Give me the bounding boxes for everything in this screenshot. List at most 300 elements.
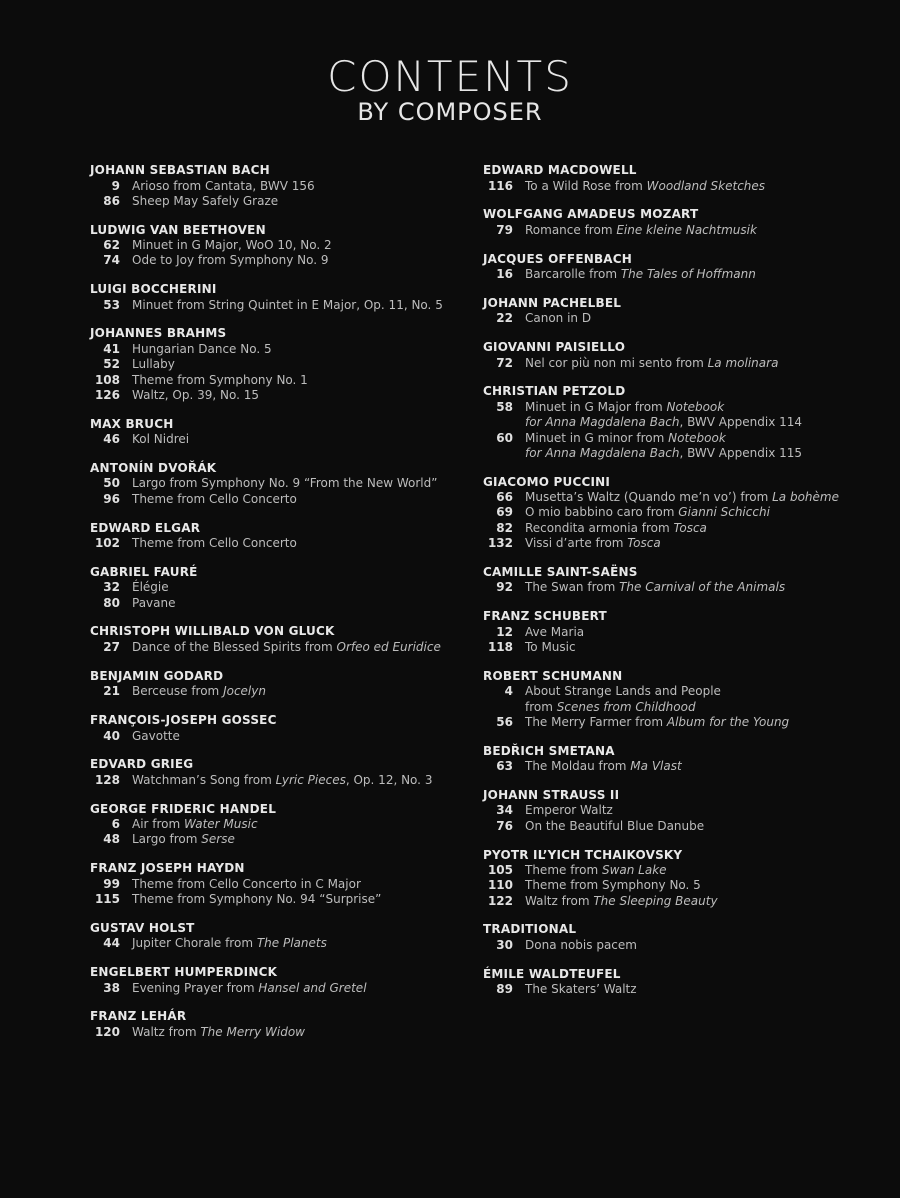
composer-name: JOHANNES BRAHMS	[90, 326, 227, 341]
piece-row[interactable]	[90, 476, 470, 491]
piece-row[interactable]	[90, 640, 470, 655]
page-number: 21	[103, 684, 120, 699]
piece-title	[120, 817, 258, 832]
work-title: Jocelyn	[223, 684, 266, 699]
work-title: The Planets	[256, 936, 327, 951]
piece-title-text: Nel cor più non mi sento from	[525, 355, 708, 370]
page-number: 60	[496, 430, 513, 445]
piece-title-text: Ave Maria	[525, 624, 585, 639]
composer-name: EDWARD ELGAR	[90, 520, 201, 535]
composer-name: GABRIEL FAURÉ	[90, 564, 198, 579]
composer-entry	[483, 669, 883, 730]
piece-title	[120, 877, 361, 892]
piece-row[interactable]	[483, 819, 883, 834]
piece-title-text: Minuet in G Major, WoO 10, No. 2	[132, 238, 332, 253]
piece-title	[120, 298, 443, 313]
piece-title	[513, 179, 765, 194]
piece-title-text: Sheep May Safely Graze	[132, 193, 279, 208]
piece-row[interactable]	[483, 311, 883, 326]
piece-title-text: Waltz from	[525, 893, 594, 908]
piece-title-text: Theme from Symphony No. 1	[132, 372, 308, 387]
piece-title	[513, 446, 802, 461]
piece-title	[513, 640, 576, 655]
page-number: 48	[103, 832, 120, 847]
work-title: Swan Lake	[601, 863, 667, 878]
piece-title-text: Ode to Joy from Symphony No. 9	[132, 253, 329, 268]
page-number: 34	[496, 803, 513, 818]
piece-row[interactable]	[90, 936, 470, 951]
page-title: CONTENTS	[327, 52, 573, 101]
composer-entry	[90, 713, 470, 744]
piece-title	[513, 490, 839, 505]
composer-name: JOHANN STRAUSS II	[483, 787, 620, 802]
composer-entry	[90, 461, 470, 507]
piece-title	[513, 536, 661, 551]
work-title: La bohème	[772, 490, 839, 505]
piece-title-text: Élégie	[132, 580, 169, 595]
piece-row[interactable]	[90, 596, 470, 611]
composer-entry	[483, 296, 883, 327]
piece-title	[120, 342, 272, 357]
page-number: 118	[487, 639, 513, 654]
piece-title-text: Evening Prayer from	[132, 980, 259, 995]
piece-title	[120, 580, 169, 595]
piece-title	[120, 432, 189, 447]
piece-title	[513, 431, 726, 446]
composer-entry	[90, 223, 470, 269]
piece-title-text: About Strange Lands and People	[525, 684, 721, 699]
piece-title-text: Musetta’s Waltz (Quando me’n vo’) from	[525, 490, 773, 505]
page-number: 30	[496, 937, 513, 952]
piece-title-text: O mio babbino caro from	[525, 505, 679, 520]
piece-title	[513, 878, 701, 893]
composer-entry	[483, 967, 883, 998]
composer-name: MAX BRUCH	[90, 416, 174, 431]
piece-row[interactable]	[483, 803, 883, 818]
composer-name: JOHANN SEBASTIAN BACH	[90, 163, 270, 177]
page-number: 40	[103, 728, 120, 743]
page-number: 58	[496, 399, 513, 414]
composer-entry	[483, 340, 883, 371]
piece-title	[513, 223, 757, 238]
piece-row[interactable]	[90, 877, 470, 892]
piece-row[interactable]	[483, 400, 883, 415]
piece-row[interactable]	[483, 223, 883, 238]
page-number: 46	[103, 432, 120, 447]
composer-name: GIOVANNI PAISIELLO	[483, 340, 626, 355]
piece-row[interactable]	[90, 357, 470, 372]
piece-row[interactable]	[90, 194, 470, 209]
piece-title	[120, 194, 278, 209]
piece-row[interactable]	[483, 521, 883, 536]
piece-row[interactable]	[90, 388, 470, 403]
composer-name: BEDŘICH SMETANA	[483, 743, 615, 758]
page-number: 16	[496, 267, 513, 282]
page-number: 32	[103, 580, 120, 595]
page-number: 12	[496, 624, 513, 639]
work-title: Notebook	[668, 430, 726, 445]
work-title: Notebook	[666, 399, 725, 414]
piece-row[interactable]	[483, 640, 883, 655]
piece-row[interactable]	[483, 356, 883, 371]
piece-title	[120, 536, 297, 551]
piece-row[interactable]	[483, 715, 883, 730]
page-number: 22	[496, 311, 513, 326]
page-number: 44	[103, 936, 120, 951]
piece-row[interactable]	[483, 863, 883, 878]
piece-title-text: Minuet in G minor from	[525, 430, 669, 445]
composer-name: LUIGI BOCCHERINI	[90, 282, 217, 297]
composer-entry	[483, 848, 883, 909]
piece-title	[513, 759, 682, 774]
composer-entry	[483, 744, 883, 775]
piece-row[interactable]	[90, 817, 470, 832]
piece-row[interactable]	[90, 298, 470, 313]
work-title: Water Music	[184, 817, 258, 832]
composer-entry	[483, 565, 883, 596]
page-number: 86	[103, 193, 120, 208]
piece-title-text: Minuet from String Quintet in E Major, Op. 11, No. 5	[132, 297, 443, 312]
page-number: 128	[94, 772, 120, 787]
piece-row[interactable]	[90, 238, 470, 253]
composer-entry	[90, 1009, 470, 1040]
page-number: 120	[94, 1024, 120, 1039]
composer-entry	[90, 624, 470, 655]
piece-row[interactable]	[483, 759, 883, 774]
piece-title	[120, 936, 327, 951]
piece-title	[120, 373, 308, 388]
composer-entry	[90, 326, 470, 403]
page-number	[483, 700, 513, 715]
composer-entry	[483, 922, 883, 953]
piece-row[interactable]	[483, 505, 883, 520]
composer-entry	[483, 207, 883, 238]
page-number: 126	[94, 387, 120, 402]
piece-title-text: Kol Nidrei	[132, 432, 190, 447]
composer-entry	[483, 475, 883, 552]
page-number: 69	[496, 505, 513, 520]
piece-title	[513, 684, 721, 699]
piece-row[interactable]	[483, 894, 883, 909]
piece-title-text: Berceuse from	[132, 684, 224, 699]
piece-title-text: To a Wild Rose from	[525, 178, 647, 193]
composer-name: FRANZ LEHÁR	[90, 1009, 187, 1024]
piece-title-text: To Music	[525, 639, 576, 654]
composer-name: BENJAMIN GODARD	[90, 668, 224, 683]
work-title: The Tales of Hoffmann	[620, 267, 756, 282]
composer-entry	[90, 921, 470, 952]
composer-name: CHRISTIAN PETZOLD	[483, 384, 626, 399]
work-title: La molinara	[707, 355, 779, 370]
work-title: Serse	[201, 832, 235, 847]
composer-name: FRANZ JOSEPH HAYDN	[90, 861, 245, 876]
piece-title-text: Jupiter Chorale from	[132, 936, 257, 951]
piece-title-text: Theme from Symphony No. 94 “Surprise”	[132, 892, 382, 907]
piece-title	[120, 832, 235, 847]
composer-entry	[90, 282, 470, 313]
piece-row[interactable]	[483, 982, 883, 997]
piece-title-text: from	[525, 699, 557, 714]
work-title: Ma Vlast	[630, 759, 682, 774]
composer-name: PYOTR IL’YICH TCHAIKOVSKY	[483, 847, 683, 862]
piece-row[interactable]	[90, 729, 470, 744]
piece-title	[120, 238, 332, 253]
composer-entry	[90, 861, 470, 907]
page-number: 56	[496, 714, 513, 729]
piece-row[interactable]	[90, 1025, 470, 1040]
page-number: 74	[103, 253, 120, 268]
composer-name: ANTONÍN DVOŘÁK	[90, 460, 217, 475]
piece-row[interactable]	[90, 981, 470, 996]
work-title: Gianni Schicchi	[678, 505, 770, 520]
piece-title-suffix: , BWV Appendix 114	[679, 415, 803, 430]
piece-title	[120, 1025, 305, 1040]
contents-column-left	[90, 163, 470, 1054]
page-number: 41	[103, 341, 120, 356]
composer-name: ROBERT SCHUMANN	[483, 668, 623, 683]
page-number: 72	[496, 355, 513, 370]
piece-row[interactable]	[483, 625, 883, 640]
piece-title	[513, 356, 778, 371]
piece-title-text: Waltz from	[132, 1024, 201, 1039]
piece-row[interactable]	[483, 536, 883, 551]
page-number: 27	[103, 639, 120, 654]
piece-row[interactable]	[483, 415, 883, 430]
page-number: 115	[94, 892, 120, 907]
piece-title	[513, 982, 637, 997]
composer-entry	[90, 163, 470, 209]
composer-name: JOHANN PACHELBEL	[483, 295, 622, 310]
piece-title	[120, 179, 315, 194]
page-number	[483, 415, 513, 430]
piece-title-text: Theme from Cello Concerto	[132, 491, 297, 506]
piece-row[interactable]	[90, 179, 470, 194]
piece-title-text: Emperor Waltz	[525, 803, 613, 818]
composer-entry	[483, 609, 883, 655]
piece-title	[120, 773, 432, 788]
page-number: 92	[496, 580, 513, 595]
piece-row[interactable]	[90, 373, 470, 388]
piece-title-text: Canon in D	[525, 311, 592, 326]
piece-row[interactable]	[90, 432, 470, 447]
piece-title-suffix: , Op. 12, No. 3	[345, 772, 433, 787]
work-title: for Anna Magdalena Bach	[525, 415, 680, 430]
page-number: 80	[103, 595, 120, 610]
work-title: Tosca	[673, 520, 707, 535]
work-title: The Merry Widow	[200, 1024, 305, 1039]
page-number: 89	[496, 982, 513, 997]
piece-row[interactable]	[483, 878, 883, 893]
composer-name: ENGELBERT HUMPERDINCK	[90, 965, 278, 980]
piece-row[interactable]	[90, 684, 470, 699]
piece-row[interactable]	[90, 892, 470, 907]
piece-row[interactable]	[90, 253, 470, 268]
piece-title	[513, 311, 591, 326]
page-number: 63	[496, 759, 513, 774]
composer-name: GUSTAV HOLST	[90, 920, 195, 935]
page-number: 105	[487, 863, 513, 878]
piece-row[interactable]	[90, 342, 470, 357]
piece-title	[513, 803, 613, 818]
page-number: 82	[496, 520, 513, 535]
composer-entry	[483, 384, 883, 461]
piece-title-text: Dance of the Blessed Spirits from	[132, 639, 337, 654]
page-number: 96	[103, 491, 120, 506]
piece-title-text: The Skaters’ Waltz	[525, 982, 637, 997]
piece-title-text: Vissi d’arte from	[525, 536, 628, 551]
piece-title-text: Hungarian Dance No. 5	[132, 341, 272, 356]
composer-name: EDWARD MACDOWELL	[483, 163, 637, 177]
piece-title-text: Lullaby	[132, 357, 175, 372]
piece-row[interactable]	[483, 179, 883, 194]
composer-name: FRANÇOIS-JOSEPH GOSSEC	[90, 713, 277, 728]
piece-row[interactable]	[483, 446, 883, 461]
composer-name: TRADITIONAL	[483, 922, 577, 937]
piece-title-text: Pavane	[132, 595, 176, 610]
piece-title	[120, 388, 259, 403]
piece-title-text: Waltz, Op. 39, No. 15	[132, 387, 260, 402]
piece-row[interactable]	[483, 938, 883, 953]
piece-title	[513, 267, 756, 282]
piece-title	[120, 892, 381, 907]
composer-entry	[90, 757, 470, 788]
piece-row[interactable]	[483, 700, 883, 715]
composer-name: JACQUES OFFENBACH	[483, 251, 633, 266]
piece-title-text: On the Beautiful Blue Danube	[525, 818, 705, 833]
page-number: 110	[487, 878, 513, 893]
composer-entry	[90, 521, 470, 552]
composer-entry	[90, 669, 470, 700]
piece-title	[513, 819, 704, 834]
piece-row[interactable]	[483, 684, 883, 699]
page-number: 9	[111, 178, 120, 193]
piece-title	[513, 715, 789, 730]
piece-title	[513, 521, 707, 536]
work-title: Scenes from Childhood	[556, 699, 696, 714]
piece-row[interactable]	[90, 773, 470, 788]
work-title: Tosca	[627, 536, 661, 551]
work-title: Eine kleine Nachtmusik	[616, 222, 757, 237]
work-title: Lyric Pieces	[275, 772, 346, 787]
piece-title-text: Watchman’s Song from	[132, 772, 276, 787]
page-number: 79	[496, 222, 513, 237]
page-number: 6	[111, 817, 120, 832]
page-number: 50	[103, 476, 120, 491]
piece-row[interactable]	[90, 580, 470, 595]
piece-title-text: Arioso from Cantata, BWV 156	[132, 178, 315, 193]
page-number: 38	[103, 980, 120, 995]
piece-title	[120, 357, 175, 372]
piece-title	[120, 729, 180, 744]
work-title: The Carnival of the Animals	[619, 580, 786, 595]
composer-entry	[90, 417, 470, 448]
piece-title-text: Air from	[132, 817, 185, 832]
composer-name: GIACOMO PUCCINI	[483, 474, 611, 489]
piece-title	[513, 894, 718, 909]
composer-entry	[483, 788, 883, 834]
piece-title	[513, 700, 696, 715]
piece-title-text: Theme from Symphony No. 5	[525, 878, 701, 893]
piece-title-text: Theme from Cello Concerto in C Major	[132, 876, 361, 891]
piece-title-text: The Moldau from	[525, 759, 631, 774]
work-title: Hansel and Gretel	[258, 980, 367, 995]
composer-entry	[90, 802, 470, 848]
work-title: The Sleeping Beauty	[593, 893, 718, 908]
composer-name: ÉMILE WALDTEUFEL	[483, 966, 621, 981]
page-number: 122	[487, 893, 513, 908]
piece-title-text: Theme from Cello Concerto	[132, 536, 297, 551]
piece-title-text: Dona nobis pacem	[525, 937, 637, 952]
page-number: 62	[103, 238, 120, 253]
composer-name: EDVARD GRIEG	[90, 757, 194, 772]
piece-row[interactable]	[90, 536, 470, 551]
piece-row[interactable]	[483, 267, 883, 282]
piece-row[interactable]	[483, 431, 883, 446]
composer-name: FRANZ SCHUBERT	[483, 609, 607, 624]
page-number: 99	[103, 876, 120, 891]
piece-row[interactable]	[90, 832, 470, 847]
piece-title	[120, 596, 176, 611]
piece-title	[513, 580, 785, 595]
work-title: Orfeo ed Euridice	[336, 639, 441, 654]
page-number: 108	[94, 372, 120, 387]
work-title: for Anna Magdalena Bach	[525, 445, 680, 460]
work-title: Album for the Young	[666, 714, 790, 729]
piece-title-text: Gavotte	[132, 728, 180, 743]
piece-title	[513, 400, 724, 415]
piece-title	[120, 476, 437, 491]
page-number: 4	[504, 684, 513, 699]
composer-name: CHRISTOPH WILLIBALD VON GLUCK	[90, 624, 335, 639]
contents-column-right	[483, 163, 883, 1011]
composer-entry	[90, 965, 470, 996]
piece-title-text: Barcarolle from	[525, 267, 621, 282]
page-number: 116	[487, 178, 513, 193]
piece-row[interactable]	[90, 492, 470, 507]
piece-title	[513, 505, 770, 520]
composer-entry	[483, 252, 883, 283]
piece-title	[513, 863, 667, 878]
piece-title-text: Romance from	[525, 222, 617, 237]
piece-title	[120, 640, 441, 655]
page-number: 53	[103, 297, 120, 312]
piece-title	[120, 492, 297, 507]
piece-title	[120, 253, 329, 268]
piece-title-text: Recondita armonia from	[525, 520, 674, 535]
piece-title-text: Largo from	[132, 832, 202, 847]
composer-entry	[90, 565, 470, 611]
piece-row[interactable]	[483, 580, 883, 595]
page-subtitle: BY COMPOSER	[357, 98, 543, 126]
piece-title	[120, 981, 367, 996]
composer-entry	[483, 163, 883, 194]
composer-name: CAMILLE SAINT-SAËNS	[483, 564, 638, 579]
piece-title-text: Theme from	[525, 863, 602, 878]
piece-title	[513, 415, 802, 430]
page-number: 66	[496, 490, 513, 505]
work-title: Woodland Sketches	[646, 178, 766, 193]
piece-title-text: The Swan from	[525, 580, 620, 595]
page-number: 76	[496, 818, 513, 833]
piece-title-suffix: , BWV Appendix 115	[679, 445, 803, 460]
piece-title	[513, 938, 637, 953]
piece-title	[120, 684, 266, 699]
piece-row[interactable]	[483, 490, 883, 505]
piece-title-text: The Merry Farmer from	[525, 714, 667, 729]
composer-name: WOLFGANG AMADEUS MOZART	[483, 207, 699, 222]
piece-title-text: Minuet in G Major from	[525, 399, 667, 414]
composer-name: LUDWIG VAN BEETHOVEN	[90, 222, 266, 237]
